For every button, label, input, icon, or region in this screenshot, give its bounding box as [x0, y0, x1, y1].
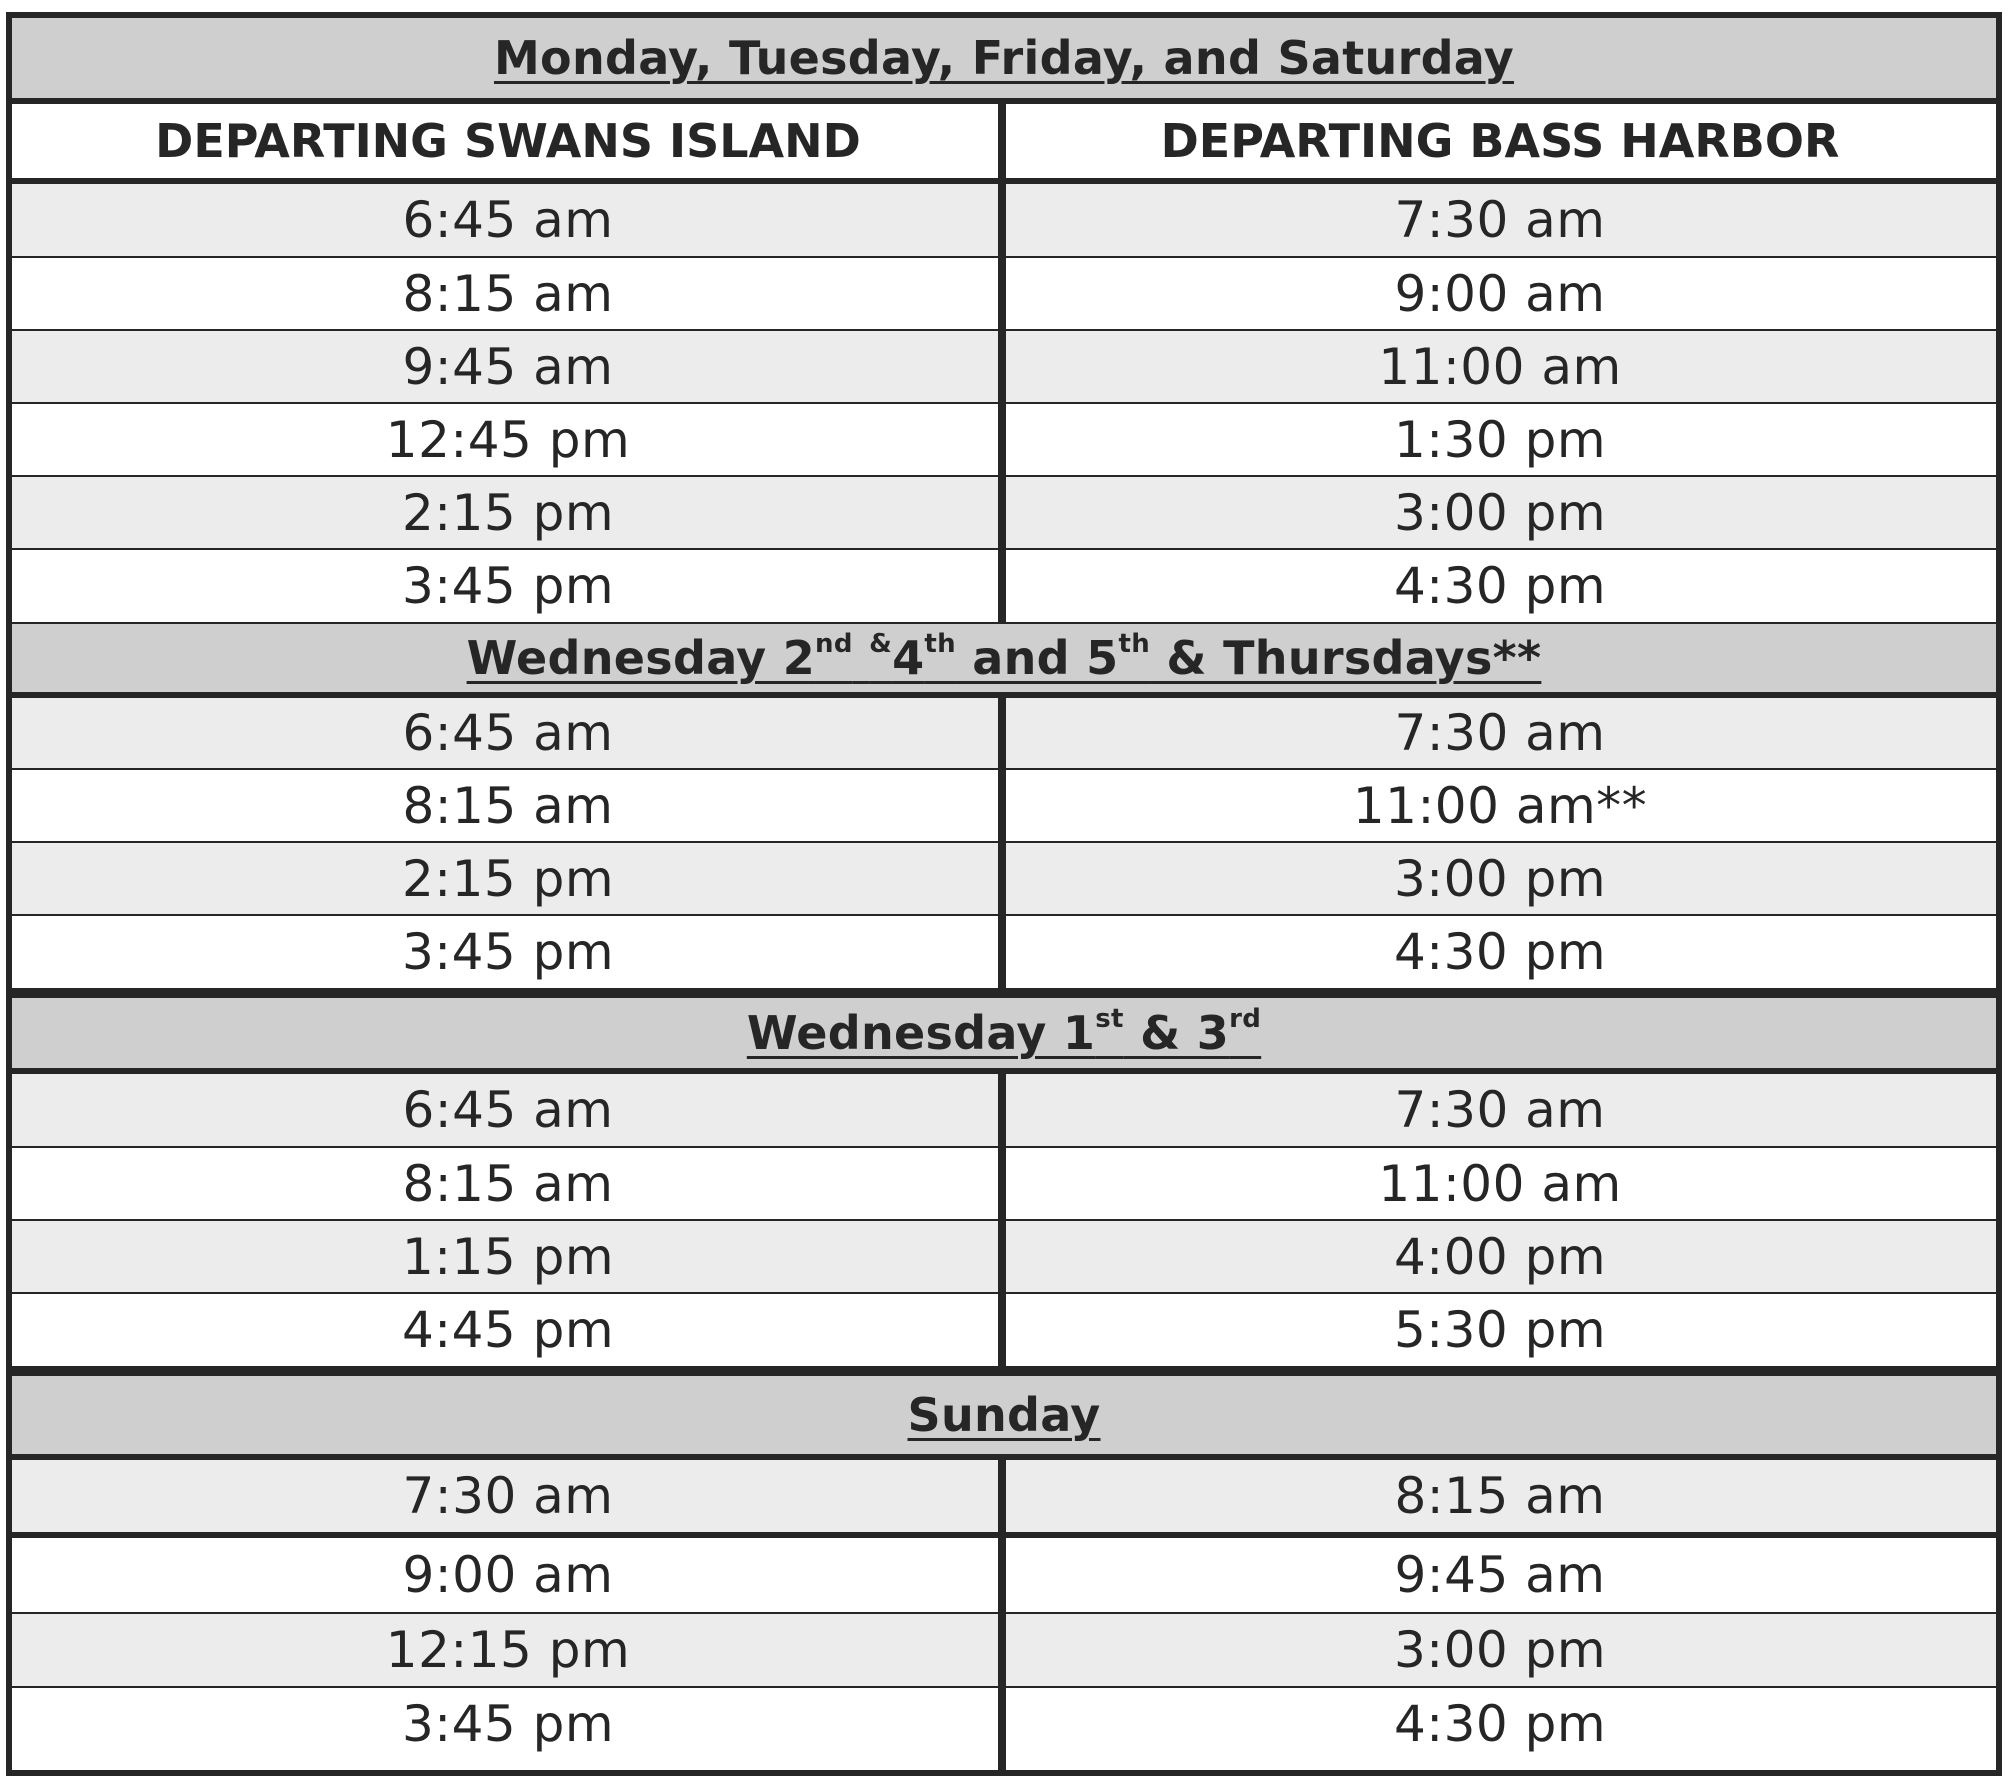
section-title-wednesday-thursday: [12, 622, 1996, 698]
swans-island-departure: 3:45 pm: [401, 557, 615, 615]
bass-harbor-departure: 3:00 pm: [1393, 483, 1607, 542]
bass-harbor-departure: 11:00 am**: [1352, 776, 1648, 835]
header-departing-swans-island: DEPARTING SWANS ISLAND: [155, 114, 861, 168]
column-divider: [998, 1074, 1006, 1366]
bass-harbor-departure: 7:30 am: [1394, 704, 1606, 762]
bass-harbor-departure: 9:45 am: [1394, 1546, 1606, 1604]
swans-island-departure: 7:30 am: [402, 1467, 614, 1525]
swans-island-departure: 3:45 pm: [401, 923, 615, 981]
header-departing-bass-harbor: DEPARTING BASS HARBOR: [1160, 114, 1840, 168]
swans-island-departure: 4:45 pm: [401, 1301, 615, 1359]
swans-island-departure: 12:45 pm: [385, 410, 631, 469]
bass-harbor-departure: 3:00 pm: [1393, 1621, 1607, 1679]
swans-island-departure: 3:45 pm: [401, 1695, 615, 1753]
bass-harbor-departure: 4:30 pm: [1393, 557, 1607, 615]
swans-island-departure: 9:45 am: [402, 337, 614, 396]
bass-harbor-departure: 7:30 am: [1394, 191, 1606, 249]
swans-island-departure: 8:15 am: [402, 1154, 614, 1213]
ferry-timetable: [6, 12, 2002, 1776]
bass-harbor-departure: 3:00 pm: [1393, 849, 1607, 908]
bass-harbor-departure: 4:30 pm: [1393, 1695, 1607, 1753]
bass-harbor-departure: 5:30 pm: [1393, 1301, 1607, 1359]
swans-island-departure: 6:45 am: [402, 191, 614, 249]
bass-harbor-departure: 4:00 pm: [1393, 1227, 1607, 1286]
bass-harbor-departure: 11:00 am: [1378, 1154, 1622, 1213]
column-divider: [998, 698, 1006, 988]
section-title-text: Wednesday 1st & 3rd: [746, 1004, 1262, 1060]
swans-island-departure: 6:45 am: [402, 704, 614, 762]
section-title-text: Sunday: [907, 1388, 1101, 1442]
swans-island-departure: 9:00 am: [402, 1546, 614, 1604]
section-title-sunday: [12, 1366, 1996, 1460]
swans-island-departure: 2:15 pm: [401, 849, 615, 908]
swans-island-departure: 1:15 pm: [401, 1227, 615, 1286]
swans-island-departure: 6:45 am: [402, 1081, 614, 1139]
section-title-wednesday-1st-3rd: [12, 988, 1996, 1074]
bass-harbor-departure: 11:00 am: [1378, 337, 1622, 396]
column-divider: [998, 104, 1006, 622]
section-title-text: Wednesday 2nd &4th and 5th & Thursdays**: [466, 629, 1542, 685]
bass-harbor-departure: 8:15 am: [1394, 1467, 1606, 1525]
swans-island-departure: 2:15 pm: [401, 483, 615, 542]
swans-island-departure: 12:15 pm: [385, 1621, 631, 1679]
bass-harbor-departure: 7:30 am: [1394, 1081, 1606, 1139]
swans-island-departure: 8:15 am: [402, 264, 614, 323]
section-title-text: Monday, Tuesday, Friday, and Saturday: [493, 31, 1515, 85]
bass-harbor-departure: 9:00 am: [1394, 264, 1606, 323]
bass-harbor-departure: 4:30 pm: [1393, 923, 1607, 981]
section-title-weekdays: [12, 18, 1996, 104]
column-divider: [998, 1460, 1006, 1770]
swans-island-departure: 8:15 am: [402, 776, 614, 835]
bass-harbor-departure: 1:30 pm: [1393, 410, 1607, 469]
